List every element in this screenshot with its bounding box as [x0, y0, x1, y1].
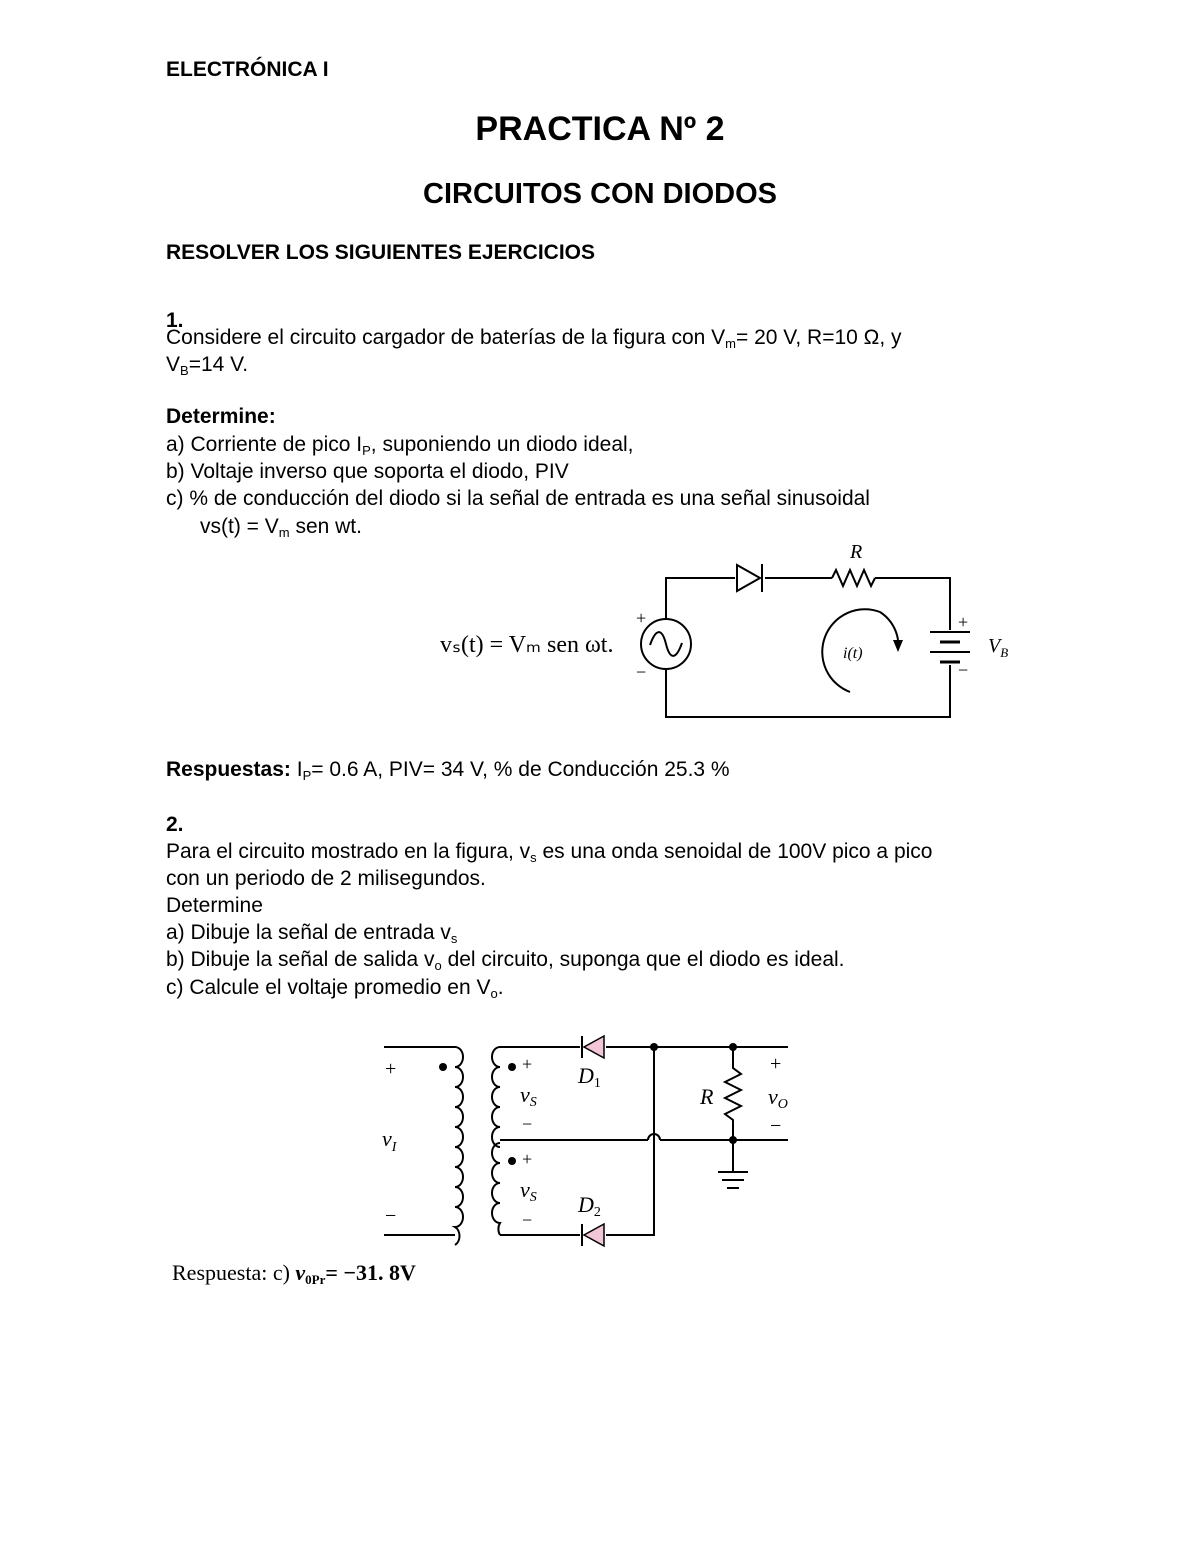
ex1-answers: Respuestas: $I_P= 0.6$ A, PIV= 34 V, % de Conducción 25.3 %: [166, 758, 730, 783]
primary-plus: +: [385, 1058, 397, 1080]
battery-minus: −: [958, 660, 969, 680]
vs-upper-minus: −: [522, 1114, 533, 1134]
vs-upper-label: vS: [520, 1082, 537, 1110]
ex1-item-a: a) Corriente de pico $I_P$, suponiendo un diodo ideal,: [166, 433, 634, 458]
ex1-determine: Determine:: [166, 405, 276, 428]
ex1-item-b: b) Voltaje inverso que soporta el diodo, PIV: [166, 460, 569, 483]
ex2-item-a: a) Dibuje la señal de entrada $v_s$: [166, 921, 458, 946]
ex1-item-c-formula: $vs(t) = V_m$ sen wt.: [200, 515, 362, 540]
diode-d1-symbol: [582, 1036, 604, 1058]
source-plus: +: [636, 608, 647, 628]
vs-lower-minus: −: [522, 1210, 533, 1230]
instructions-heading: RESOLVER LOS SIGUIENTES EJERCICIOS: [166, 241, 596, 264]
ex1-statement-line1: Considere el circuito cargador de baterías de la figura con $V_m= 20$ V, R=10 Ω, y: [166, 326, 902, 351]
ex2-determine: Determine: [166, 894, 263, 917]
resistor-label: R: [850, 541, 863, 563]
ex1-statement-line2: $V_B=14$ V.: [166, 353, 249, 378]
ex2-number: 2.: [166, 813, 184, 836]
course-header: ELECTRÓNICA I: [166, 58, 329, 81]
primary-minus: −: [385, 1205, 397, 1227]
source-equation: vₛ(t) = Vₘ sen ωt.: [440, 632, 614, 658]
r-label: R: [700, 1084, 714, 1109]
topic-title: CIRCUITOS CON DIODOS: [423, 178, 777, 210]
battery-plus: +: [958, 612, 969, 632]
ex2-line2: con un periodo de 2 milisegundos.: [166, 867, 486, 890]
source-minus: −: [636, 662, 647, 682]
vs-upper-plus: +: [522, 1054, 533, 1074]
ex2-line1: Para el circuito mostrado en la figura, $v_s$ es una onda senoidal de 100V pico a pico: [166, 840, 933, 865]
vo-plus: +: [770, 1053, 782, 1075]
vs-lower-label: vS: [520, 1177, 537, 1205]
vo-label: vO: [768, 1084, 788, 1112]
diode-d2-symbol: [582, 1224, 604, 1246]
d1-label: D1: [578, 1063, 601, 1091]
vi-label: $v_I$: [382, 1126, 397, 1155]
ex1-item-c: c) % de conducción del diodo si la señal de entrada es una señal sinusoidal: [166, 487, 870, 510]
practice-title: PRACTICA Nº 2: [475, 110, 725, 148]
vo-minus: −: [770, 1115, 782, 1137]
vs-lower-plus: +: [522, 1149, 533, 1169]
ex1-number: 1.: [166, 309, 184, 332]
ex2-answer: Respuesta: c) $v_{0Pr}= -31$. 8V: [172, 1260, 416, 1287]
battery-label: $V_B$: [988, 635, 1009, 660]
ex2-item-c: c) Calcule el voltaje promedio en $V_o$.: [166, 976, 504, 1001]
current-label: i(t): [843, 645, 863, 662]
d2-label: D2: [578, 1192, 601, 1220]
ex2-item-b: b) Dibuje la señal de salida $v_o$ del circuito, suponga que el diodo es ideal.: [166, 948, 845, 973]
